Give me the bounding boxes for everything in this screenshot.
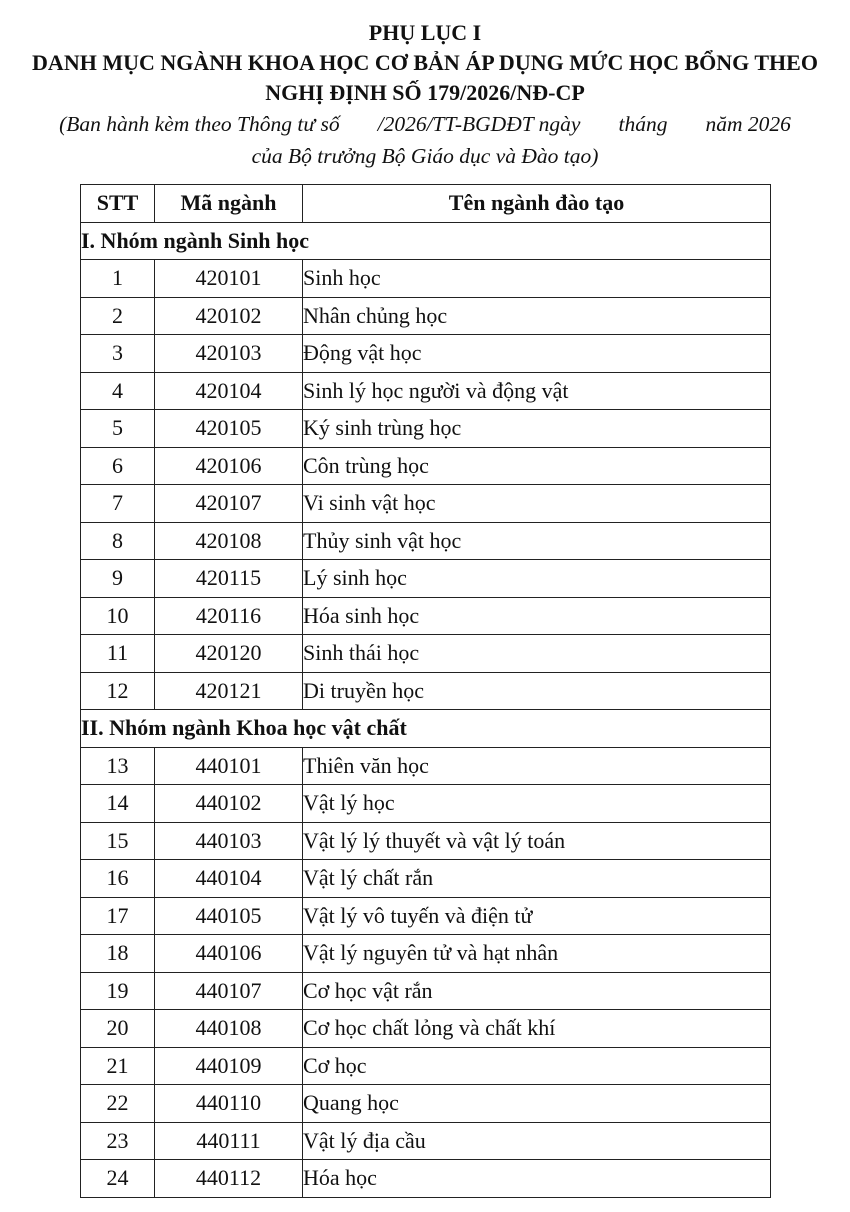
major-name-cell: Lý sinh học	[303, 560, 771, 598]
stt-cell: 17	[81, 897, 155, 935]
issuance-note-line-2: của Bộ trưởng Bộ Giáo dục và Đào tạo)	[251, 144, 599, 168]
major-code-cell: 440102	[155, 785, 303, 823]
group-row	[81, 710, 771, 748]
group-title: II. Nhóm ngành Khoa học vật chất	[81, 710, 771, 748]
majors-table	[80, 184, 771, 1198]
stt-cell: 16	[81, 860, 155, 898]
table-row	[81, 447, 771, 485]
major-name-cell: Vật lý vô tuyến và điện tử	[303, 897, 771, 935]
table-row	[81, 260, 771, 298]
major-code-cell: 420120	[155, 635, 303, 673]
table-row	[81, 335, 771, 373]
major-name-cell: Cơ học vật rắn	[303, 972, 771, 1010]
stt-cell: 11	[81, 635, 155, 673]
issuance-note-part-4: năm 2026	[705, 112, 791, 136]
stt-cell: 23	[81, 1122, 155, 1160]
column-header-stt: STT	[81, 185, 155, 223]
issuance-note-part-3: tháng	[618, 112, 668, 136]
major-code-cell: 420103	[155, 335, 303, 373]
major-name-cell: Nhân chủng học	[303, 297, 771, 335]
major-name-cell: Hóa sinh học	[303, 597, 771, 635]
major-code-cell: 420101	[155, 260, 303, 298]
table-row	[81, 1047, 771, 1085]
major-code-cell: 420121	[155, 672, 303, 710]
major-name-cell: Cơ học	[303, 1047, 771, 1085]
table-row	[81, 672, 771, 710]
table-row	[81, 747, 771, 785]
stt-cell: 9	[81, 560, 155, 598]
document-header	[0, 18, 850, 172]
stt-cell: 5	[81, 410, 155, 448]
stt-cell: 24	[81, 1160, 155, 1198]
column-header-code: Mã ngành	[155, 185, 303, 223]
major-name-cell: Cơ học chất lỏng và chất khí	[303, 1010, 771, 1048]
stt-cell: 10	[81, 597, 155, 635]
table-row	[81, 560, 771, 598]
major-code-cell: 440111	[155, 1122, 303, 1160]
group-title: I. Nhóm ngành Sinh học	[81, 222, 771, 260]
major-code-cell: 440104	[155, 860, 303, 898]
major-name-cell: Côn trùng học	[303, 447, 771, 485]
major-name-cell: Di truyền học	[303, 672, 771, 710]
stt-cell: 4	[81, 372, 155, 410]
table-row	[81, 1085, 771, 1123]
table-row	[81, 897, 771, 935]
table-row	[81, 935, 771, 973]
stt-cell: 2	[81, 297, 155, 335]
stt-cell: 14	[81, 785, 155, 823]
major-name-cell: Thiên văn học	[303, 747, 771, 785]
column-header-name: Tên ngành đào tạo	[303, 185, 771, 223]
major-code-cell: 440101	[155, 747, 303, 785]
table-row	[81, 485, 771, 523]
major-name-cell: Sinh học	[303, 260, 771, 298]
table-row	[81, 822, 771, 860]
table-row	[81, 372, 771, 410]
issuance-note-line-1	[0, 108, 850, 140]
major-code-cell: 420102	[155, 297, 303, 335]
major-name-cell: Sinh lý học người và động vật	[303, 372, 771, 410]
table-row	[81, 972, 771, 1010]
major-name-cell: Vật lý chất rắn	[303, 860, 771, 898]
stt-cell: 15	[81, 822, 155, 860]
major-name-cell: Ký sinh trùng học	[303, 410, 771, 448]
group-row	[81, 222, 771, 260]
major-code-cell: 440106	[155, 935, 303, 973]
table-row	[81, 860, 771, 898]
major-name-cell: Vật lý nguyên tử và hạt nhân	[303, 935, 771, 973]
stt-cell: 19	[81, 972, 155, 1010]
stt-cell: 22	[81, 1085, 155, 1123]
major-code-cell: 440110	[155, 1085, 303, 1123]
major-code-cell: 420106	[155, 447, 303, 485]
major-code-cell: 440105	[155, 897, 303, 935]
table-row	[81, 410, 771, 448]
table-body	[81, 222, 771, 1197]
issuance-note-part-2: /2026/TT-BGDĐT ngày	[377, 112, 581, 136]
major-name-cell: Vật lý lý thuyết và vật lý toán	[303, 822, 771, 860]
major-code-cell: 440112	[155, 1160, 303, 1198]
major-name-cell: Động vật học	[303, 335, 771, 373]
stt-cell: 1	[81, 260, 155, 298]
table-row	[81, 1010, 771, 1048]
issuance-note-part-1: (Ban hành kèm theo Thông tư số	[59, 112, 340, 136]
major-name-cell: Quang học	[303, 1085, 771, 1123]
stt-cell: 6	[81, 447, 155, 485]
table-row	[81, 597, 771, 635]
stt-cell: 18	[81, 935, 155, 973]
major-code-cell: 440108	[155, 1010, 303, 1048]
major-code-cell: 420105	[155, 410, 303, 448]
table-row	[81, 1122, 771, 1160]
major-code-cell: 440103	[155, 822, 303, 860]
table-row	[81, 297, 771, 335]
appendix-title: PHỤ LỤC I	[368, 20, 482, 45]
major-code-cell: 440107	[155, 972, 303, 1010]
stt-cell: 13	[81, 747, 155, 785]
major-code-cell: 420116	[155, 597, 303, 635]
major-code-cell: 420104	[155, 372, 303, 410]
major-name-cell: Hóa học	[303, 1160, 771, 1198]
stt-cell: 3	[81, 335, 155, 373]
stt-cell: 8	[81, 522, 155, 560]
stt-cell: 12	[81, 672, 155, 710]
table-row	[81, 1160, 771, 1198]
document-title-line-1: DANH MỤC NGÀNH KHOA HỌC CƠ BẢN ÁP DỤNG MỨC HỌC BỔNG THEO	[32, 50, 818, 75]
major-name-cell: Thủy sinh vật học	[303, 522, 771, 560]
stt-cell: 20	[81, 1010, 155, 1048]
major-code-cell: 420107	[155, 485, 303, 523]
major-code-cell: 420115	[155, 560, 303, 598]
major-code-cell: 440109	[155, 1047, 303, 1085]
table-header-row	[81, 185, 771, 223]
table-row	[81, 522, 771, 560]
table-row	[81, 635, 771, 673]
major-name-cell: Vi sinh vật học	[303, 485, 771, 523]
document-title-line-2: NGHỊ ĐỊNH SỐ 179/2026/NĐ-CP	[265, 80, 585, 105]
major-name-cell: Vật lý địa cầu	[303, 1122, 771, 1160]
stt-cell: 21	[81, 1047, 155, 1085]
stt-cell: 7	[81, 485, 155, 523]
major-code-cell: 420108	[155, 522, 303, 560]
major-name-cell: Sinh thái học	[303, 635, 771, 673]
table-row	[81, 785, 771, 823]
major-name-cell: Vật lý học	[303, 785, 771, 823]
